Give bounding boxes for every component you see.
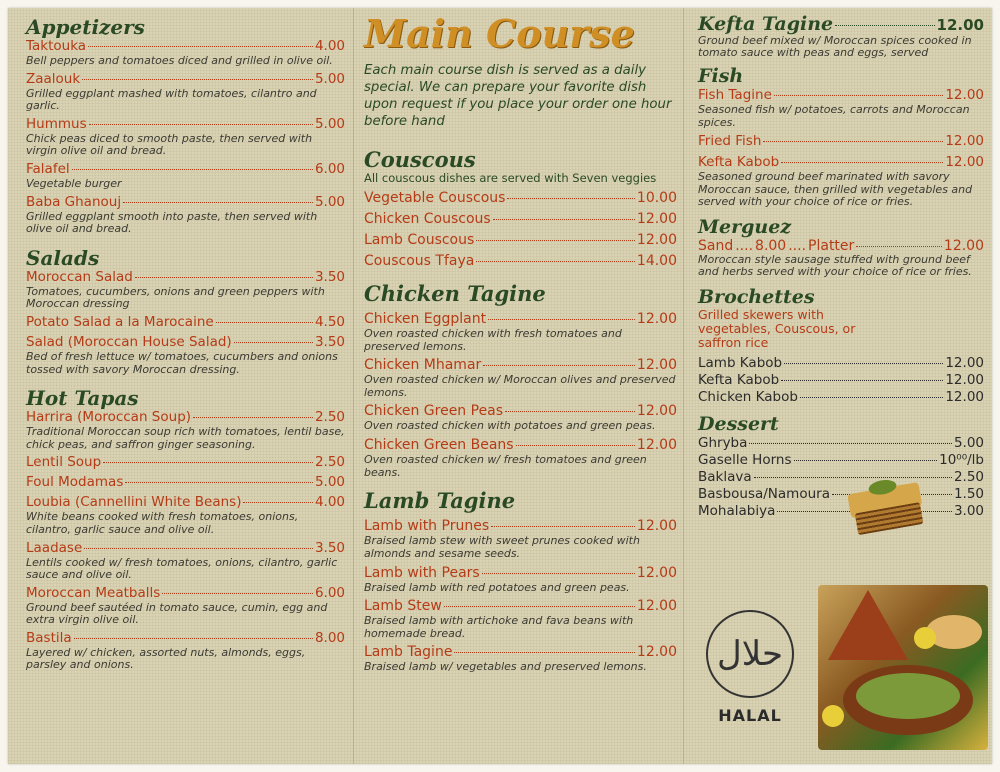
appetizers-heading: Appetizers (26, 15, 145, 39)
fish-heading: Fish (698, 65, 744, 88)
menu-item (26, 334, 345, 376)
menu-item (26, 494, 345, 536)
menu-item (26, 585, 345, 627)
menu-item (26, 474, 345, 491)
item-description: Seasoned fish w/ potatoes, carrots and Moroccan spices. (698, 102, 970, 129)
appetizers-list (26, 38, 345, 236)
menu-item (698, 87, 984, 129)
dot-leader (243, 502, 312, 503)
item-name: Harrira (Moroccan Soup) (26, 409, 192, 426)
item-price: 12.00 (636, 644, 677, 661)
merguez-description: Moroccan style sausage stuffed with ground beef and herbs served with your choice of rice or fries. (698, 252, 972, 279)
dot-leader (476, 240, 635, 241)
dot-leader (482, 573, 635, 574)
dot-leader (234, 342, 313, 343)
item-name: Lamb Tagine (364, 644, 453, 661)
baklava-image (846, 472, 927, 542)
item-name: Hummus (26, 115, 87, 132)
item-price: 12.00 (636, 403, 677, 420)
chicken-tagine-list (364, 311, 677, 479)
item-price: 12.00 (636, 210, 677, 227)
item-price: 12.00 (636, 437, 677, 454)
item-name: Falafel (26, 160, 70, 177)
item-price: 2.50 (314, 409, 345, 426)
item-price: 12.00 (945, 133, 984, 150)
menu-item (26, 630, 345, 672)
item-price: 12.00 (945, 371, 984, 388)
menu-item (26, 194, 345, 236)
halal-arabic-text: حلال (716, 634, 783, 674)
dot-leader (103, 462, 313, 463)
dot-leader (493, 219, 635, 220)
merguez-sand-price: 8.00 (755, 237, 787, 254)
item-description: Braised lamb with artichoke and fava beans with homemade bread. (364, 614, 634, 640)
item-name: Zaalouk (26, 70, 81, 87)
item-name: Mohalabiya (698, 502, 776, 519)
couscous-heading: Couscous (364, 146, 476, 172)
item-name: Baklava (698, 468, 752, 485)
item-description: Oven roasted chicken w/ fresh tomatoes and green beans. (364, 453, 647, 479)
kefta-tagine-description: Ground beef mixed w/ Moroccan spices cooked in tomato sauce with peas and eggs, served (698, 33, 972, 60)
dot-leader (444, 606, 635, 607)
item-price: 12.00 (636, 357, 677, 374)
item-name: Taktouka (26, 38, 87, 54)
item-name: Chicken Eggplant (364, 311, 487, 328)
main-course-title: Main Course (364, 11, 635, 56)
item-price: 3.50 (314, 333, 345, 350)
lamb-tagine-list (364, 518, 677, 674)
merguez-sand-label: Sand (698, 237, 734, 254)
item-price: 5.00 (314, 474, 345, 491)
item-description: Bell peppers and tomatoes diced and grilled in olive oil. (26, 54, 333, 67)
item-name: Chicken Green Peas (364, 403, 504, 420)
menu-item (364, 437, 677, 479)
menu-item (364, 253, 677, 270)
item-price: 3.50 (314, 539, 345, 556)
item-price: 14.00 (636, 252, 677, 269)
dot-leader (454, 652, 634, 653)
menu-item (364, 598, 677, 640)
merguez-prices: Sand .... 8.00 .... Platter 12.00 (698, 237, 984, 254)
menu-item (698, 469, 984, 486)
item-name: Kefta Kabob (698, 371, 780, 388)
menu-item (698, 372, 984, 389)
item-name: Basbousa/Namoura (698, 485, 830, 502)
dot-leader (476, 261, 635, 262)
chicken-tagine-heading: Chicken Tagine (364, 280, 546, 306)
tagine-lid-shape (828, 590, 908, 660)
middle-column (353, 8, 683, 764)
fish-list (698, 87, 984, 209)
item-name: Lentil Soup (26, 454, 102, 471)
dot-leader (835, 25, 934, 26)
item-price: 3.00 (953, 502, 984, 519)
merguez-heading: Merguez (698, 215, 792, 238)
dot-leader (123, 202, 313, 203)
menu-item (698, 435, 984, 452)
item-price: 12.00 (636, 598, 677, 615)
item-price: 12.00 (636, 231, 677, 248)
menu-item (364, 211, 677, 228)
item-name: Moroccan Meatballs (26, 584, 161, 601)
brochettes-list (698, 355, 984, 406)
item-name: Chicken Couscous (364, 210, 491, 227)
menu-item (364, 311, 677, 353)
dot-leader (483, 365, 635, 366)
item-price: 5.00 (314, 193, 345, 210)
item-name: Moroccan Salad (26, 268, 133, 285)
item-description: Ground beef sautéed in tomato sauce, cumin, egg and extra virgin olive oil. (26, 600, 328, 627)
lamb-tagine-heading: Lamb Tagine (364, 488, 516, 514)
item-name: Salad (Moroccan House Salad) (26, 333, 232, 350)
item-name: Laadase (26, 539, 83, 556)
brochettes-heading: Brochettes (698, 286, 815, 309)
menu-item (364, 518, 677, 560)
merguez-platter-price: 12.00 (943, 237, 984, 254)
dot-leader (784, 363, 943, 364)
lemon-shape (822, 705, 844, 727)
salads-heading: Salads (26, 245, 100, 270)
kefta-tagine-price: 12.00 (936, 16, 984, 34)
dot-leader (781, 380, 943, 381)
item-description: Tomatoes, cucumbers, onions and green peppers with Moroccan dressing (26, 284, 325, 311)
item-name: Lamb Stew (364, 598, 442, 615)
hot-tapas-list (26, 409, 345, 672)
dot-leader (74, 638, 313, 639)
dot-leader (754, 477, 952, 478)
item-price: 6.00 (314, 160, 345, 177)
dot-leader (193, 417, 313, 418)
item-price: 12.00 (945, 354, 984, 371)
menu-item (364, 565, 677, 595)
dot-leader (89, 124, 313, 125)
salads-list (26, 269, 345, 376)
item-price: 5.00 (314, 70, 345, 87)
item-price: 2.50 (953, 468, 984, 485)
item-name: Chicken Kabob (698, 388, 798, 405)
item-price: 12.00 (636, 518, 677, 535)
item-name: Fish Tagine (698, 86, 772, 103)
item-name: Fried Fish (698, 133, 762, 150)
couscous-note: All couscous dishes are served with Seven veggies (364, 170, 657, 185)
menu-item (26, 161, 345, 191)
dot-leader (516, 445, 635, 446)
item-name: Ghryba (698, 434, 748, 451)
hot-tapas-heading: Hot Tapas (26, 386, 139, 411)
menu-item (26, 71, 345, 113)
dessert-list (698, 435, 984, 520)
item-description: Grilled eggplant mashed with tomatoes, cilantro and garlic. (26, 86, 317, 113)
merguez-platter-label: Platter (808, 237, 855, 254)
menu-item (698, 154, 984, 209)
main-course-intro: Each main course dish is served as a daily special. We can prepare your favorite dish upon request if you place your order one hour before hand (364, 62, 672, 129)
tagine-photo (818, 585, 988, 750)
item-description: Chick peas diced to smooth paste, then served with virgin olive oil and bread. (26, 131, 313, 158)
item-name: Bastila (26, 629, 72, 646)
lemon-shape (914, 627, 936, 649)
item-description: Oven roasted chicken w/ Moroccan olives and preserved lemons. (364, 373, 676, 399)
dessert-heading: Dessert (698, 412, 779, 435)
item-price: 10⁰⁰/lb (939, 451, 984, 468)
kefta-tagine-header (698, 14, 984, 35)
item-description: Braised lamb stew with sweet prunes cooked with almonds and sesame seeds. (364, 534, 640, 560)
dot-leader (507, 198, 634, 199)
dot-leader (781, 162, 943, 163)
menu-item (698, 389, 984, 406)
dot-leader (491, 526, 635, 527)
item-price: 5.00 (953, 434, 984, 451)
couscous-list (364, 190, 677, 270)
menu-item (26, 269, 345, 311)
item-description: Braised lamb with red potatoes and green peas. (364, 580, 630, 594)
item-description: Oven roasted chicken with potatoes and green peas. (364, 419, 656, 433)
menu-item (364, 190, 677, 207)
menu-item (364, 232, 677, 249)
menu-item (364, 403, 677, 433)
dot-leader (505, 411, 635, 412)
item-name: Potato Salad a la Marocaine (26, 313, 214, 330)
dot-leader (749, 443, 952, 444)
menu-item (698, 486, 984, 503)
left-column (8, 8, 353, 764)
menu-item (698, 452, 984, 469)
item-name: Baba Ghanouj (26, 193, 122, 210)
item-name: Lamb Couscous (364, 231, 475, 248)
item-price: 5.00 (314, 115, 345, 132)
item-name: Kefta Kabob (698, 154, 780, 171)
item-price: 3.50 (314, 268, 345, 285)
brochettes-note: Grilled skewers with vegetables, Couscous, or saffron rice (698, 306, 856, 350)
dot-leader (135, 277, 313, 278)
item-description: Braised lamb w/ vegetables and preserved lemons. (364, 660, 647, 674)
dot-leader (800, 397, 943, 398)
item-price: 12.00 (945, 154, 984, 171)
item-price: 6.00 (314, 584, 345, 601)
dot-leader (88, 46, 313, 47)
dot-leader (763, 141, 943, 142)
item-price: 10.00 (636, 189, 677, 206)
item-name: Gaselle Horns (698, 451, 792, 468)
dot-leader (82, 79, 313, 80)
kefta-tagine-heading: Kefta Tagine (698, 13, 834, 35)
item-name: Chicken Green Beans (364, 437, 514, 454)
dot-leader (72, 169, 313, 170)
item-name: Vegetable Couscous (364, 189, 506, 206)
dot-leader (125, 482, 313, 483)
item-description: Oven roasted chicken with fresh tomatoes and preserved lemons. (364, 327, 622, 353)
item-description: Bed of fresh lettuce w/ tomatoes, cucumbers and onions tossed with savory Moroccan dressing. (26, 349, 338, 376)
menu-item (26, 38, 345, 68)
item-price: 12.00 (636, 311, 677, 328)
dot-leader (794, 460, 938, 461)
item-name: Loubia (Cannellini White Beans) (26, 494, 242, 511)
item-description: Traditional Moroccan soup rich with tomatoes, lentil base, chick peas, and saffron ginger seasoning. (26, 425, 345, 451)
item-name: Foul Modamas (26, 474, 124, 491)
menu-item (364, 357, 677, 399)
item-price: 8.00 (314, 629, 345, 646)
item-price: 1.50 (953, 485, 984, 502)
item-price: 4.50 (314, 313, 345, 330)
menu-item (698, 503, 984, 520)
item-price: 2.50 (314, 454, 345, 471)
halal-logo (706, 610, 794, 698)
dot-leader (488, 319, 635, 320)
item-name: Couscous Tfaya (364, 252, 475, 269)
item-price: 4.00 (314, 494, 345, 511)
menu-item (26, 454, 345, 471)
menu-item (26, 409, 345, 451)
item-name: Lamb with Prunes (364, 518, 490, 535)
menu-item (364, 644, 677, 674)
item-name: Lamb Kabob (698, 354, 783, 371)
item-price: 12.00 (636, 564, 677, 581)
stew-shape (856, 673, 960, 719)
item-description: Lentils cooked w/ fresh tomatoes, onions, cilantro, garlic sauce and olive oil. (26, 555, 338, 582)
item-price: 12.00 (945, 86, 984, 103)
dot-leader (84, 548, 313, 549)
item-name: Chicken Mhamar (364, 357, 482, 374)
item-description: Grilled eggplant smooth into paste, then served with olive oil and bread. (26, 209, 318, 236)
item-name: Lamb with Pears (364, 564, 480, 581)
menu-item (26, 314, 345, 331)
dot-leader (162, 593, 313, 594)
item-description: Layered w/ chicken, assorted nuts, almonds, eggs, parsley and onions. (26, 645, 306, 672)
item-description: White beans cooked with fresh tomatoes, onions, cilantro, garlic sauce and olive oil. (26, 510, 299, 536)
dot-leader (774, 95, 943, 96)
item-description: Vegetable burger (26, 176, 122, 190)
menu-item (698, 355, 984, 372)
item-description: Seasoned ground beef marinated with savory Moroccan sauce, then grilled with vegetables and served with your choice of rice or fries. (698, 170, 973, 209)
item-price: 4.00 (314, 38, 345, 54)
item-price: 12.00 (945, 388, 984, 405)
dot-leader (216, 322, 313, 323)
menu-item (26, 116, 345, 158)
menu-item (26, 540, 345, 582)
menu-item (698, 133, 984, 150)
halal-label: HALAL (718, 706, 782, 725)
